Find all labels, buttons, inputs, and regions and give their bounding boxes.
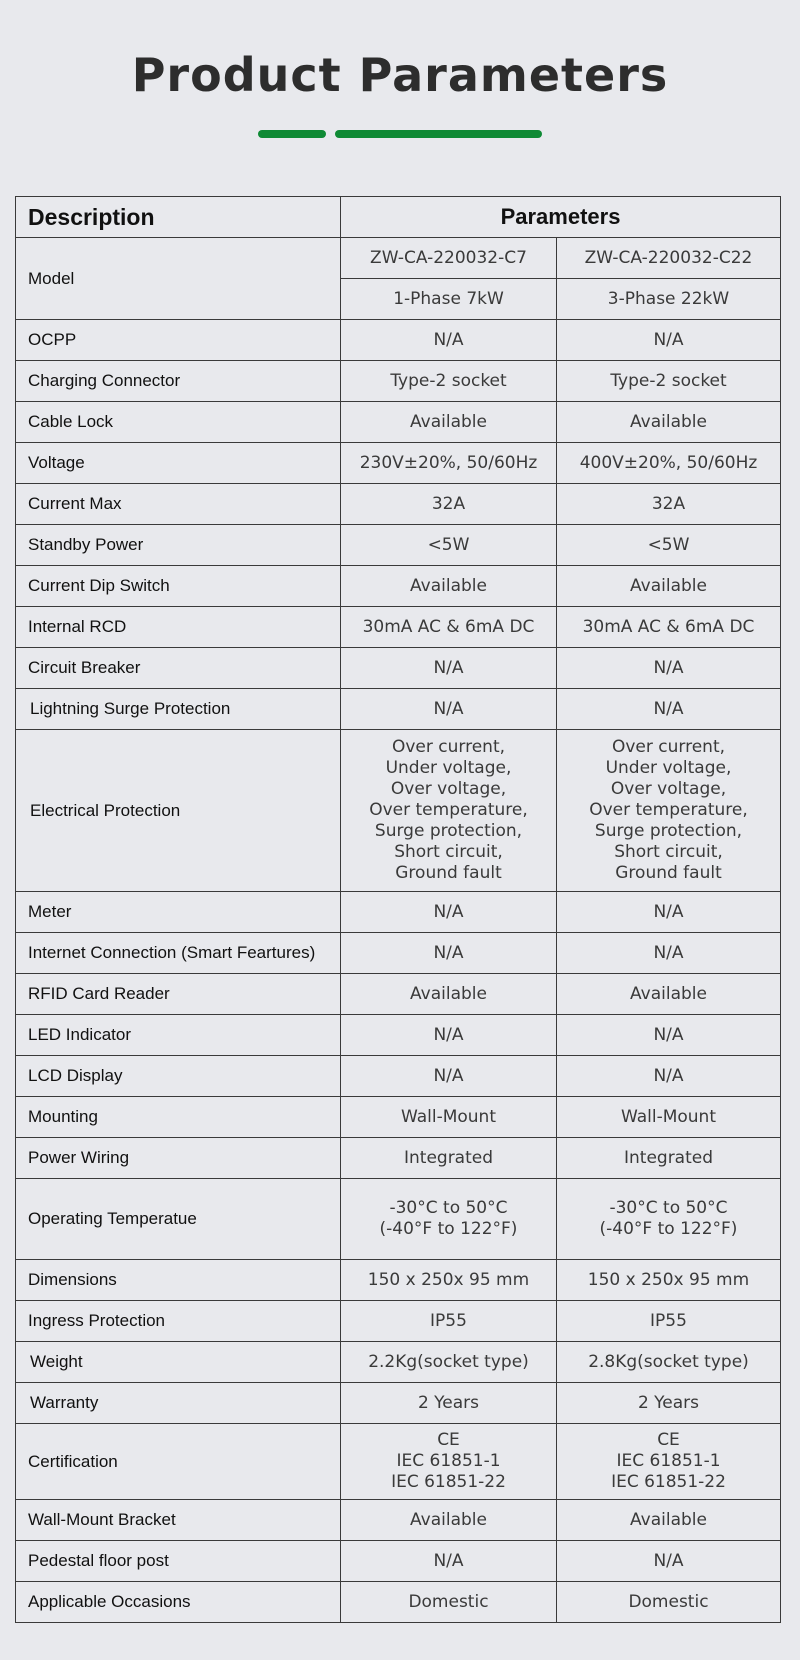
- table-row: [16, 402, 781, 443]
- row-value-model-2: IP55: [557, 1301, 781, 1342]
- table-row: [16, 320, 781, 361]
- model-2-power: 3-Phase 22kW: [557, 279, 781, 320]
- row-value-model-1: N/A: [341, 320, 557, 361]
- table-row: [16, 1097, 781, 1138]
- model-1-name: ZW-CA-220032-C7: [341, 238, 557, 279]
- row-value-model-1: Integrated: [341, 1138, 557, 1179]
- row-value-model-2: N/A: [557, 1056, 781, 1097]
- row-value-model-2: 400V±20%, 50/60Hz: [557, 443, 781, 484]
- row-value-model-2: 150 x 250x 95 mm: [557, 1260, 781, 1301]
- row-value-model-2: <5W: [557, 525, 781, 566]
- row-label-model: Model: [16, 238, 341, 320]
- row-label: Lightning Surge Protection: [16, 689, 341, 730]
- row-value-model-2: 32A: [557, 484, 781, 525]
- table-row: [16, 1015, 781, 1056]
- table-row: [16, 1541, 781, 1582]
- row-label: Circuit Breaker: [16, 648, 341, 689]
- row-value-model-1: Available: [341, 974, 557, 1015]
- row-label: Current Dip Switch: [16, 566, 341, 607]
- row-value-model-1: 2 Years: [341, 1383, 557, 1424]
- table-row: [16, 1342, 781, 1383]
- row-label: Cable Lock: [16, 402, 341, 443]
- row-value-model-1: Available: [341, 566, 557, 607]
- row-value-model-2: Over current, Under voltage, Over voltage, Over temperature, Surge protection, Short circuit, Ground fault: [557, 730, 781, 892]
- table-row: [16, 484, 781, 525]
- table-row: [16, 361, 781, 402]
- row-value-model-2: N/A: [557, 648, 781, 689]
- row-label: Mounting: [16, 1097, 341, 1138]
- model-2-name: ZW-CA-220032-C22: [557, 238, 781, 279]
- row-value-model-2: Integrated: [557, 1138, 781, 1179]
- row-value-model-1: Available: [341, 402, 557, 443]
- row-value-model-2: N/A: [557, 933, 781, 974]
- row-value-model-1: N/A: [341, 1541, 557, 1582]
- table-row: [16, 730, 781, 892]
- row-label: Applicable Occasions: [16, 1582, 341, 1623]
- row-value-model-1: Over current, Under voltage, Over voltage, Over temperature, Surge protection, Short circuit, Ground fault: [341, 730, 557, 892]
- table-row: [16, 933, 781, 974]
- row-value-model-1: 150 x 250x 95 mm: [341, 1260, 557, 1301]
- table-row: [16, 689, 781, 730]
- row-label: Pedestal floor post: [16, 1541, 341, 1582]
- title-underline-long: [335, 130, 542, 138]
- row-value-model-1: Domestic: [341, 1582, 557, 1623]
- parameters-table: [15, 196, 781, 1623]
- row-label: Operating Temperatue: [16, 1179, 341, 1260]
- row-label: Warranty: [16, 1383, 341, 1424]
- row-value-model-1: N/A: [341, 648, 557, 689]
- row-label: Charging Connector: [16, 361, 341, 402]
- row-value-model-2: -30°C to 50°C (-40°F to 122°F): [557, 1179, 781, 1260]
- row-value-model-1: N/A: [341, 1015, 557, 1056]
- row-label: Internet Connection (Smart Feartures): [16, 933, 341, 974]
- row-value-model-1: CE IEC 61851-1 IEC 61851-22: [341, 1424, 557, 1500]
- row-value-model-2: Available: [557, 566, 781, 607]
- row-value-model-1: Available: [341, 1500, 557, 1541]
- row-value-model-1: 2.2Kg(socket type): [341, 1342, 557, 1383]
- table-row: [16, 1582, 781, 1623]
- row-value-model-2: N/A: [557, 689, 781, 730]
- row-label: OCPP: [16, 320, 341, 361]
- row-label: RFID Card Reader: [16, 974, 341, 1015]
- table-row: [16, 443, 781, 484]
- row-value-model-1: 30mA AC & 6mA DC: [341, 607, 557, 648]
- table-row: [16, 1383, 781, 1424]
- row-label: Standby Power: [16, 525, 341, 566]
- table-row: [16, 1301, 781, 1342]
- table-row: [16, 1179, 781, 1260]
- row-value-model-2: Type-2 socket: [557, 361, 781, 402]
- row-value-model-1: N/A: [341, 1056, 557, 1097]
- table-row: [16, 1056, 781, 1097]
- table-row: [16, 566, 781, 607]
- row-value-model-2: CE IEC 61851-1 IEC 61851-22: [557, 1424, 781, 1500]
- row-value-model-1: N/A: [341, 892, 557, 933]
- row-value-model-2: N/A: [557, 1015, 781, 1056]
- row-value-model-1: Wall-Mount: [341, 1097, 557, 1138]
- row-value-model-2: N/A: [557, 1541, 781, 1582]
- row-label: Current Max: [16, 484, 341, 525]
- row-value-model-1: IP55: [341, 1301, 557, 1342]
- table-row: [16, 648, 781, 689]
- table-row: [16, 1500, 781, 1541]
- row-label: Certification: [16, 1424, 341, 1500]
- row-value-model-2: Domestic: [557, 1582, 781, 1623]
- row-label: LED Indicator: [16, 1015, 341, 1056]
- table-row: [16, 1260, 781, 1301]
- table-row: [16, 525, 781, 566]
- row-label: Electrical Protection: [16, 730, 341, 892]
- row-value-model-1: 32A: [341, 484, 557, 525]
- row-value-model-1: -30°C to 50°C (-40°F to 122°F): [341, 1179, 557, 1260]
- header-parameters: Parameters: [341, 197, 781, 238]
- table-row: [16, 974, 781, 1015]
- row-label: Voltage: [16, 443, 341, 484]
- row-value-model-2: 2.8Kg(socket type): [557, 1342, 781, 1383]
- row-value-model-2: Wall-Mount: [557, 1097, 781, 1138]
- row-value-model-2: 2 Years: [557, 1383, 781, 1424]
- row-label: Wall-Mount Bracket: [16, 1500, 341, 1541]
- row-value-model-2: Available: [557, 402, 781, 443]
- row-label: Dimensions: [16, 1260, 341, 1301]
- row-label: Internal RCD: [16, 607, 341, 648]
- model-1-power: 1-Phase 7kW: [341, 279, 557, 320]
- row-label: Power Wiring: [16, 1138, 341, 1179]
- table-row: [16, 1424, 781, 1500]
- row-value-model-2: Available: [557, 974, 781, 1015]
- row-value-model-2: N/A: [557, 892, 781, 933]
- row-value-model-1: <5W: [341, 525, 557, 566]
- row-label: Ingress Protection: [16, 1301, 341, 1342]
- header-description: Description: [16, 197, 341, 238]
- row-value-model-2: Available: [557, 1500, 781, 1541]
- page-title: Product Parameters: [131, 48, 669, 102]
- row-label: Weight: [16, 1342, 341, 1383]
- table-row: [16, 1138, 781, 1179]
- row-value-model-1: 230V±20%, 50/60Hz: [341, 443, 557, 484]
- row-value-model-1: N/A: [341, 933, 557, 974]
- row-label: LCD Display: [16, 1056, 341, 1097]
- row-value-model-2: N/A: [557, 320, 781, 361]
- row-value-model-1: N/A: [341, 689, 557, 730]
- title-underline-short: [258, 130, 326, 138]
- table-row: [16, 607, 781, 648]
- row-value-model-2: 30mA AC & 6mA DC: [557, 607, 781, 648]
- row-value-model-1: Type-2 socket: [341, 361, 557, 402]
- row-label: Meter: [16, 892, 341, 933]
- table-row: [16, 892, 781, 933]
